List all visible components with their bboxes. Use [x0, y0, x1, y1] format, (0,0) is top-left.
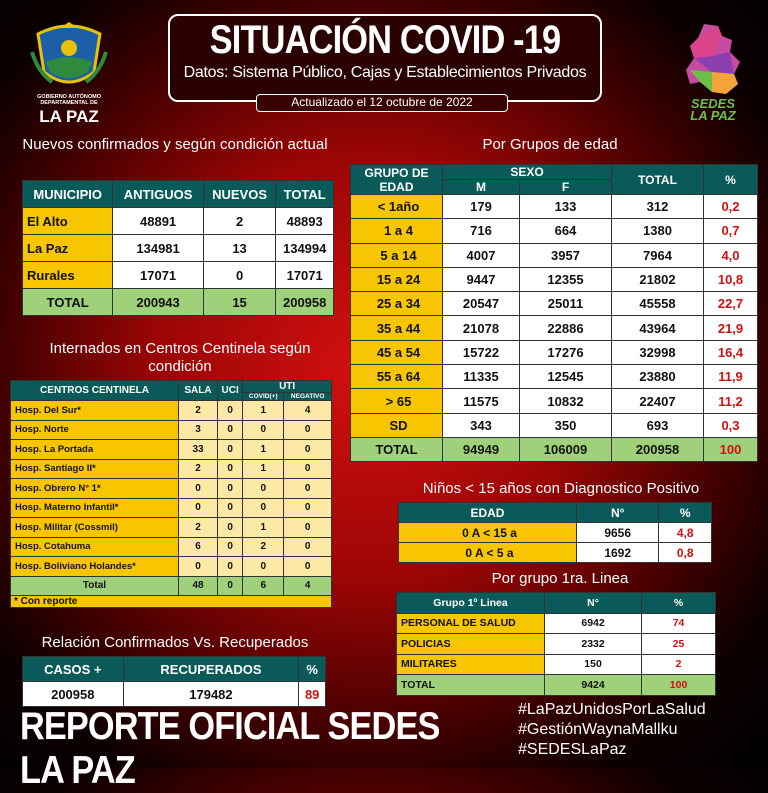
covid-total: 6 [243, 576, 284, 596]
table-row [11, 401, 332, 421]
th-casos: CASOS + [23, 657, 124, 682]
negativo-value: 0 [284, 557, 332, 577]
m-value: 9447 [443, 267, 520, 291]
grupo-name: MILITARES [397, 654, 545, 675]
table-row [351, 413, 758, 437]
table-row [11, 440, 332, 460]
sala-value: 33 [179, 440, 218, 460]
table-row [351, 389, 758, 413]
table-row [23, 235, 334, 262]
percent-value: 2 [642, 654, 716, 675]
f-value: 22886 [520, 316, 612, 340]
antiguos-value: 134981 [113, 235, 203, 262]
grupo-edad: SD [351, 413, 443, 437]
negativo-value: 0 [284, 498, 332, 518]
grupo-edad: 15 a 24 [351, 267, 443, 291]
gobierno-text: GOBIERNO AUTÓNOMO DEPARTAMENTAL DE [37, 94, 101, 106]
negativo-value: 0 [284, 440, 332, 460]
th-percent: % [642, 593, 716, 614]
uci-total: 0 [218, 576, 243, 596]
sala-value: 2 [179, 518, 218, 538]
th-negativo: NEGATIVO [284, 393, 332, 401]
table-row [11, 420, 332, 440]
negativo-value: 0 [284, 518, 332, 538]
count-value: 150 [545, 654, 642, 675]
covid-value: 0 [243, 420, 284, 440]
percent-value: 0,3 [704, 413, 758, 437]
total-value: 22407 [611, 389, 703, 413]
th-uci: UCI [218, 381, 243, 401]
table-row [11, 498, 332, 518]
table-row [351, 365, 758, 389]
centro-name: Hosp. Cotahuma [11, 537, 179, 557]
f-value: 25011 [520, 292, 612, 316]
f-value: 3957 [520, 243, 612, 267]
edad-body [351, 195, 758, 438]
table-row [351, 195, 758, 219]
uci-value: 0 [218, 440, 243, 460]
sala-value: 6 [179, 537, 218, 557]
negativo-total: 4 [284, 576, 332, 596]
ninos-header-row [399, 503, 712, 523]
grupo-name: PERSONAL DE SALUD [397, 613, 545, 634]
report-title: REPORTE OFICIAL SEDES LA PAZ [20, 705, 440, 792]
negativo-value: 0 [284, 459, 332, 479]
grupo-edad: 55 a 64 [351, 365, 443, 389]
total-value: 134994 [276, 235, 334, 262]
total-value: 17071 [276, 262, 334, 289]
percent-value: 0,8 [659, 543, 712, 563]
th-uti: UTI [243, 381, 332, 393]
total-label: TOTAL [397, 675, 545, 696]
municipio-caption: Nuevos confirmados y según condición actual [22, 136, 328, 153]
percent-value: 25 [642, 634, 716, 655]
linea-total-row [397, 675, 716, 696]
table-row [399, 523, 712, 543]
municipio-name: El Alto [23, 208, 113, 235]
recuperados-table [22, 656, 326, 707]
linea-table [396, 592, 716, 696]
uci-value: 0 [218, 498, 243, 518]
th-total: TOTAL [276, 181, 334, 208]
percent-value: 11,9 [704, 365, 758, 389]
municipio-total-row [23, 289, 334, 316]
f-total: 106009 [520, 437, 612, 461]
m-value: 179 [443, 195, 520, 219]
total-value: 32998 [611, 340, 703, 364]
th-antiguos: ANTIGUOS [113, 181, 203, 208]
updated-date: Actualizado el 12 octubre de 2022 [256, 94, 508, 112]
count-value: 9656 [576, 523, 658, 543]
m-value: 716 [443, 219, 520, 243]
f-value: 10832 [520, 389, 612, 413]
m-value: 20547 [443, 292, 520, 316]
municipio-name: Rurales [23, 262, 113, 289]
table-row [351, 267, 758, 291]
covid-value: 1 [243, 440, 284, 460]
total-value: 312 [611, 195, 703, 219]
m-value: 343 [443, 413, 520, 437]
covid-value: 0 [243, 498, 284, 518]
edad-caption: Por Grupos de edad [482, 136, 618, 153]
table-row [11, 459, 332, 479]
sedes-text: SEDES LA PAZ [690, 96, 736, 123]
centinela-table [10, 380, 332, 608]
grupo-edad: 25 a 34 [351, 292, 443, 316]
edad-total-row [351, 437, 758, 461]
sala-value: 2 [179, 459, 218, 479]
negativo-value: 0 [284, 479, 332, 499]
municipio-table [22, 180, 334, 316]
table-row [397, 634, 716, 655]
centro-name: Hosp. Boliviano Holandes* [11, 557, 179, 577]
ninos-caption: Niños < 15 años con Diagnostico Positivo [422, 480, 700, 497]
percent-value: 89 [299, 682, 326, 707]
percent-value: 74 [642, 613, 716, 634]
centinela-caption: Internados en Centros Centinela según condición [49, 340, 311, 375]
uci-value: 0 [218, 518, 243, 538]
hashtag[interactable]: #GestiónWaynaMallku [518, 721, 678, 738]
negativo-value: 0 [284, 420, 332, 440]
grupo-name: POLICIAS [397, 634, 545, 655]
m-total: 94949 [443, 437, 520, 461]
la-paz-map-icon [682, 22, 744, 98]
grupo-edad: 5 a 14 [351, 243, 443, 267]
th-grupo-edad: GRUPO DE EDAD [351, 165, 443, 195]
total-value: 48893 [276, 208, 334, 235]
centinela-total-row [11, 576, 332, 596]
antiguos-value: 48891 [113, 208, 203, 235]
nuevos-value: 0 [203, 262, 276, 289]
ninos-table [398, 502, 712, 563]
th-numero: N° [545, 593, 642, 614]
recuperados-header-row [23, 657, 326, 682]
percent-total: 100 [704, 437, 758, 461]
centro-name: Hosp. Materno Infantil* [11, 498, 179, 518]
edad-range: 0 A < 15 a [399, 523, 577, 543]
table-row [11, 537, 332, 557]
count-value: 6942 [545, 613, 642, 634]
table-row [351, 219, 758, 243]
m-value: 4007 [443, 243, 520, 267]
page-title: SITUACIÓN COVID -19 [209, 18, 561, 62]
m-value: 11575 [443, 389, 520, 413]
f-value: 664 [520, 219, 612, 243]
table-row [351, 292, 758, 316]
edad-header-row [351, 165, 758, 180]
percent-value: 16,4 [704, 340, 758, 364]
report-note: * Con reporte [11, 596, 332, 608]
sala-value: 0 [179, 498, 218, 518]
nuevos-total: 15 [203, 289, 276, 316]
linea-header-row [397, 593, 716, 614]
total-value: 693 [611, 413, 703, 437]
th-edad: EDAD [399, 503, 577, 523]
sedes-logo [682, 22, 744, 130]
percent-value: 10,8 [704, 267, 758, 291]
covid-value: 0 [243, 479, 284, 499]
table-row [397, 654, 716, 675]
total-label: TOTAL [23, 289, 113, 316]
m-value: 15722 [443, 340, 520, 364]
antiguos-total: 200943 [113, 289, 203, 316]
m-value: 21078 [443, 316, 520, 340]
uci-value: 0 [218, 459, 243, 479]
edad-range: 0 A < 5 a [399, 543, 577, 563]
grupo-edad: 1 a 4 [351, 219, 443, 243]
grand-total: 200958 [611, 437, 703, 461]
percent-total: 100 [642, 675, 716, 696]
sala-value: 0 [179, 479, 218, 499]
hashtags [518, 700, 758, 760]
table-row [23, 262, 334, 289]
hashtag[interactable]: #SEDESLaPaz [518, 741, 627, 758]
th-sexo: SEXO [443, 165, 612, 180]
th-grupo: Grupo 1º Linea [397, 593, 545, 614]
sala-total: 48 [179, 576, 218, 596]
count-value: 2332 [545, 634, 642, 655]
th-covid: COVID(+) [243, 393, 284, 401]
total-value: 43964 [611, 316, 703, 340]
percent-value: 4,0 [704, 243, 758, 267]
total-value: 21802 [611, 267, 703, 291]
f-value: 12355 [520, 267, 612, 291]
nuevos-value: 13 [203, 235, 276, 262]
th-percent: % [299, 657, 326, 682]
table-row [351, 340, 758, 364]
municipio-header-row [23, 181, 334, 208]
count-total: 9424 [545, 675, 642, 696]
percent-value: 4,8 [659, 523, 712, 543]
table-row [11, 557, 332, 577]
table-row [11, 479, 332, 499]
th-percent: % [659, 503, 712, 523]
grupo-edad: 45 a 54 [351, 340, 443, 364]
f-value: 12545 [520, 365, 612, 389]
covid-value: 2 [243, 537, 284, 557]
f-value: 133 [520, 195, 612, 219]
note-row [11, 596, 332, 608]
total-value: 23880 [611, 365, 703, 389]
uci-value: 0 [218, 401, 243, 421]
page-subtitle: Datos: Sistema Público, Cajas y Establecimientos Privados [183, 64, 587, 81]
negativo-value: 4 [284, 401, 332, 421]
sala-value: 2 [179, 401, 218, 421]
coat-of-arms-icon [28, 22, 110, 94]
total-label: TOTAL [351, 437, 443, 461]
recuperados-value: 179482 [123, 682, 299, 707]
casos-value: 200958 [23, 682, 124, 707]
recuperados-caption: Relación Confirmados Vs. Recuperados [41, 634, 309, 651]
grand-total: 200958 [276, 289, 334, 316]
centro-name: Hosp. Militar (Cossmil) [11, 518, 179, 538]
centro-name: Hosp. Santiago II* [11, 459, 179, 479]
f-value: 350 [520, 413, 612, 437]
centro-name: Hosp. Norte [11, 420, 179, 440]
linea-caption: Por grupo 1ra. Linea [491, 570, 629, 587]
percent-value: 21,9 [704, 316, 758, 340]
table-row [351, 316, 758, 340]
uci-value: 0 [218, 537, 243, 557]
centro-name: Hosp. Del Sur* [11, 401, 179, 421]
covid-value: 1 [243, 518, 284, 538]
table-row [23, 208, 334, 235]
sala-value: 3 [179, 420, 218, 440]
total-value: 45558 [611, 292, 703, 316]
gobierno-logo [28, 22, 110, 132]
table-row [351, 243, 758, 267]
covid-value: 1 [243, 401, 284, 421]
total-value: 7964 [611, 243, 703, 267]
gobierno-la-paz: LA PAZ [39, 107, 99, 126]
th-percent: % [704, 165, 758, 195]
centinela-header-row [11, 381, 332, 393]
m-value: 11335 [443, 365, 520, 389]
centro-name: Hosp. La Portada [11, 440, 179, 460]
th-sala: SALA [179, 381, 218, 401]
hashtag[interactable]: #LaPazUnidosPorLaSalud [518, 701, 706, 718]
total-value: 1380 [611, 219, 703, 243]
uci-value: 0 [218, 420, 243, 440]
percent-value: 0,2 [704, 195, 758, 219]
grupo-edad: > 65 [351, 389, 443, 413]
antiguos-value: 17071 [113, 262, 203, 289]
nuevos-value: 2 [203, 208, 276, 235]
grupo-edad: < 1año [351, 195, 443, 219]
th-recuperados: RECUPERADOS [123, 657, 299, 682]
total-label: Total [11, 576, 179, 596]
th-numero: N° [576, 503, 658, 523]
table-row [23, 682, 326, 707]
centinela-body [11, 401, 332, 577]
percent-value: 22,7 [704, 292, 758, 316]
covid-value: 0 [243, 557, 284, 577]
uci-value: 0 [218, 479, 243, 499]
th-nuevos: NUEVOS [203, 181, 276, 208]
municipio-name: La Paz [23, 235, 113, 262]
uci-value: 0 [218, 557, 243, 577]
covid-value: 1 [243, 459, 284, 479]
table-row [11, 518, 332, 538]
th-f: F [520, 180, 612, 195]
th-m: M [443, 180, 520, 195]
percent-value: 11,2 [704, 389, 758, 413]
th-centros: CENTROS CENTINELA [11, 381, 179, 401]
negativo-value: 0 [284, 537, 332, 557]
table-row [397, 613, 716, 634]
th-total: TOTAL [611, 165, 703, 195]
centro-name: Hosp. Obrero N° 1* [11, 479, 179, 499]
sala-value: 0 [179, 557, 218, 577]
count-value: 1692 [576, 543, 658, 563]
th-municipio: MUNICIPIO [23, 181, 113, 208]
table-row [399, 543, 712, 563]
f-value: 17276 [520, 340, 612, 364]
percent-value: 0,7 [704, 219, 758, 243]
grupo-edad: 35 a 44 [351, 316, 443, 340]
edad-table [350, 164, 758, 462]
